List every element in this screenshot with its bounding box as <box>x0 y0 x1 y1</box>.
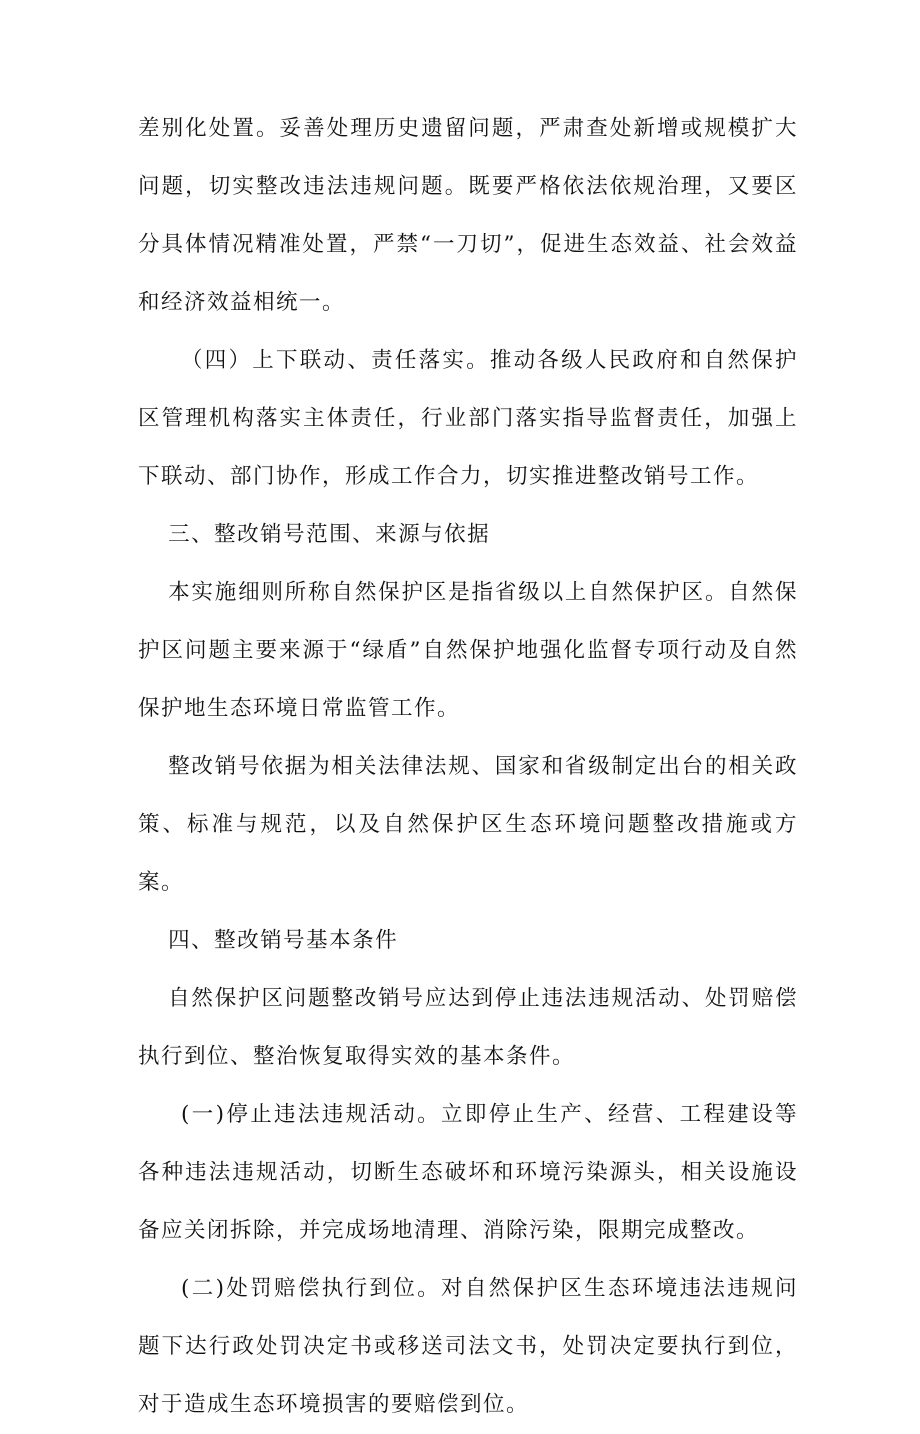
document-body <box>138 100 798 1434</box>
paragraph-basis: 整改销号依据为相关法律法规、国家和省级制定出台的相关政策、标准与规范，以及自然保护区生态环境问题整改措施或方案。 <box>138 754 798 895</box>
paragraph-condition-2: (二)处罚赔偿执行到位。对自然保护区生态环境违法违规问题下达行政处罚决定书或移送司法文书，处罚决定要执行到位，对于造成生态环境损害的要赔偿到位。 <box>138 1276 798 1417</box>
paragraph-scope: 本实施细则所称自然保护区是指省级以上自然保护区。自然保护区问题主要来源于“绿盾”自然保护地强化监督专项行动及自然保护地生态环境日常监管工作。 <box>138 580 798 721</box>
paragraph-condition-1: (一)停止违法违规活动。立即停止生产、经营、工程建设等各种违法违规活动，切断生态破坏和环境污染源头，相关设施设备应关闭拆除，并完成场地清理、消除污染，限期完成整改。 <box>138 1102 798 1243</box>
heading-basic-conditions: 四、整改销号基本条件 <box>168 928 399 953</box>
paragraph-section-4: （四）上下联动、责任落实。推动各级人民政府和自然保护区管理机构落实主体责任，行业部门落实指导监督责任，加强上下联动、部门协作，形成工作合力，切实推进整改销号工作。 <box>138 348 798 489</box>
paragraph-continuation: 差别化处置。妥善处理历史遗留问题，严肃查处新增或规模扩大问题，切实整改违法违规问题。既要严格依法依规治理，又要区分具体情况精准处置，严禁“一刀切”，促进生态效益、社会效益和经济效益相统一。 <box>138 116 798 315</box>
heading-scope-source-basis: 三、整改销号范围、来源与依据 <box>168 522 491 547</box>
paragraph-conditions: 自然保护区问题整改销号应达到停止违法违规活动、处罚赔偿执行到位、整治恢复取得实效的基本条件。 <box>138 986 798 1069</box>
